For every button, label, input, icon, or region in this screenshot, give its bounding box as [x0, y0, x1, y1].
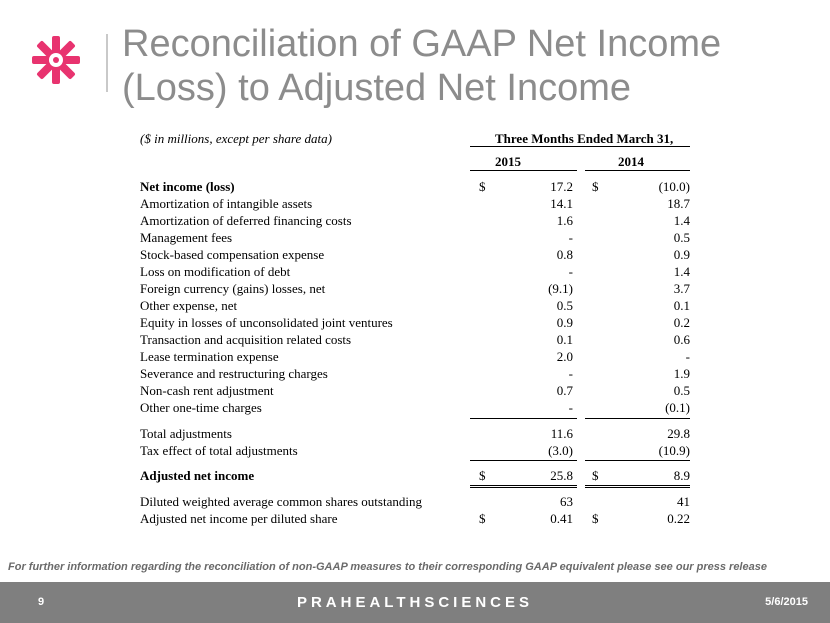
dollar-sign-2014: $ — [592, 179, 599, 194]
value-2015: 11.6 — [550, 426, 573, 441]
row-label: Other one-time charges — [140, 400, 262, 415]
value-2014: 0.5 — [673, 230, 690, 245]
value-2014: (10.0) — [658, 179, 690, 194]
row-label: Non-cash rent adjustment — [140, 383, 274, 398]
value-2015: 0.41 — [550, 511, 573, 526]
value-2015: - — [568, 230, 573, 245]
col-header-2015: 2015 — [495, 154, 521, 169]
value-2015: 17.2 — [550, 179, 573, 194]
value-2015: 0.8 — [556, 247, 573, 262]
title-line-2: (Loss) to Adjusted Net Income — [122, 67, 632, 109]
value-2014: 1.9 — [673, 366, 690, 381]
footnote: For further information regarding the reconciliation of non-GAAP measures to their corresponding GAAP equivalent please see our press release — [8, 561, 767, 573]
unit-note: ($ in millions, except per share data) — [140, 131, 332, 146]
pretotal-line-1 — [470, 460, 577, 461]
row-label: Lease termination expense — [140, 349, 279, 364]
period-header: Three Months Ended March 31, — [495, 131, 674, 146]
row-label: Stock-based compensation expense — [140, 247, 325, 262]
total-double-line-1 — [470, 485, 577, 488]
title-line-1: Reconciliation of GAAP Net Income — [122, 23, 722, 65]
row-label: Loss on modification of debt — [140, 264, 291, 279]
value-2014: 0.1 — [673, 298, 690, 313]
value-2014: 1.4 — [673, 213, 690, 228]
dollar-sign-2014: $ — [592, 468, 599, 483]
row-label: Amortization of intangible assets — [140, 196, 313, 211]
row-label: Severance and restructuring charges — [140, 366, 328, 381]
value-2014: (10.9) — [658, 443, 690, 458]
value-2015: 63 — [560, 494, 573, 509]
value-2015: 1.6 — [556, 213, 573, 228]
row-label: Foreign currency (gains) losses, net — [140, 281, 326, 296]
page-number: 9 — [38, 596, 45, 608]
row-label: Adjusted net income per diluted share — [140, 511, 338, 526]
col2-header-underline — [585, 170, 690, 171]
row-label: Adjusted net income — [140, 468, 255, 483]
row-label: Amortization of deferred financing costs — [140, 213, 352, 228]
subtotal-line-1 — [470, 418, 577, 419]
value-2015: 0.5 — [556, 298, 573, 313]
value-2014: 8.9 — [673, 468, 690, 483]
brand-wordmark: PRAHEALTHSCIENCES — [296, 594, 534, 611]
row-label: Transaction and acquisition related costs — [140, 332, 352, 347]
total-double-line-2 — [585, 485, 690, 488]
value-2014: 0.2 — [673, 315, 690, 330]
col-header-2014: 2014 — [618, 154, 644, 169]
value-2015: (3.0) — [548, 443, 573, 458]
row-label: Net income (loss) — [140, 179, 235, 194]
row-label: Equity in losses of unconsolidated joint ventures — [140, 315, 393, 330]
row-label: Total adjustments — [140, 426, 232, 441]
value-2015: - — [568, 264, 573, 279]
period-underline — [470, 146, 690, 147]
value-2015: - — [568, 366, 573, 381]
value-2015: 2.0 — [556, 349, 573, 364]
value-2014: - — [685, 349, 690, 364]
value-2014: 41 — [677, 494, 690, 509]
subtotal-line-2 — [585, 418, 690, 419]
value-2014: 18.7 — [667, 196, 690, 211]
dollar-sign-2015: $ — [479, 511, 486, 526]
value-2014: 3.7 — [673, 281, 690, 296]
value-2015: 14.1 — [550, 196, 573, 211]
dollar-sign-2015: $ — [479, 468, 486, 483]
value-2014: 0.5 — [673, 383, 690, 398]
row-label: Diluted weighted average common shares outstanding — [140, 494, 422, 509]
value-2014: 0.22 — [667, 511, 690, 526]
footer-date: 5/6/2015 — [765, 596, 808, 608]
row-label: Tax effect of total adjustments — [140, 443, 298, 458]
col1-header-underline — [470, 170, 577, 171]
row-label: Other expense, net — [140, 298, 238, 313]
value-2015: 0.7 — [556, 383, 573, 398]
dollar-sign-2015: $ — [479, 179, 486, 194]
pretotal-line-2 — [585, 460, 690, 461]
value-2015: 0.1 — [556, 332, 573, 347]
value-2015: 0.9 — [556, 315, 573, 330]
value-2015: (9.1) — [548, 281, 573, 296]
value-2014: 1.4 — [673, 264, 690, 279]
dollar-sign-2014: $ — [592, 511, 599, 526]
footer-bar — [0, 582, 830, 623]
value-2014: 0.9 — [673, 247, 690, 262]
value-2014: (0.1) — [665, 400, 690, 415]
value-2015: - — [568, 400, 573, 415]
value-2015: 25.8 — [550, 468, 573, 483]
value-2014: 0.6 — [673, 332, 690, 347]
row-label: Management fees — [140, 230, 233, 245]
value-2014: 29.8 — [667, 426, 690, 441]
